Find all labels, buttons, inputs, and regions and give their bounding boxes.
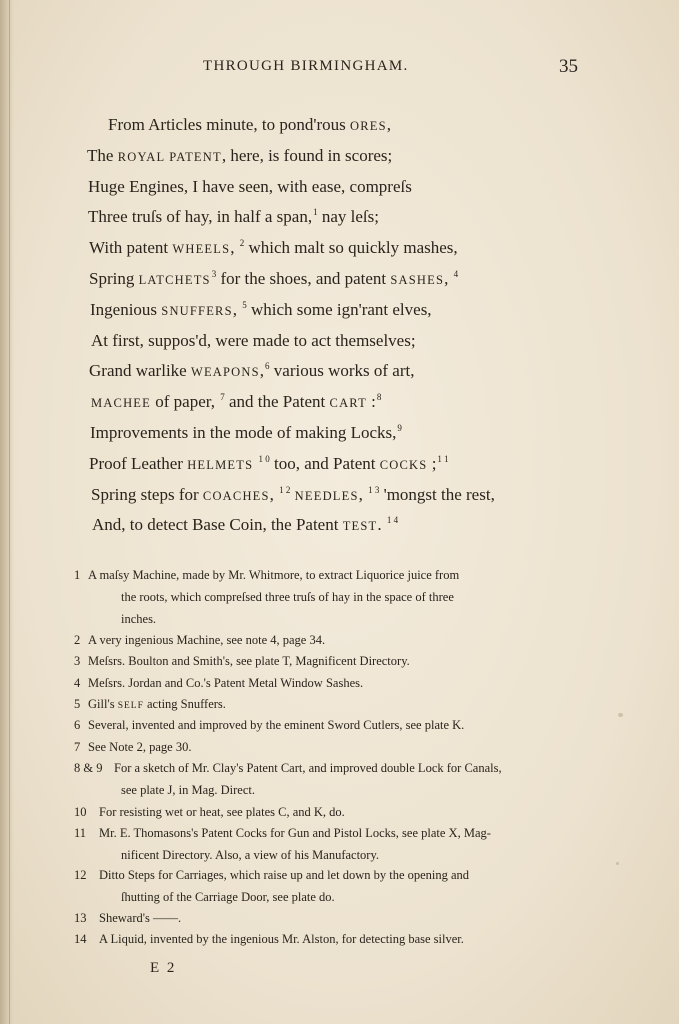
footnote-number: 1 bbox=[74, 568, 81, 582]
text-run: Ditto Steps for Carriages, which raise up and let down by the opening and bbox=[99, 868, 470, 882]
footnote-number: 6 bbox=[74, 718, 81, 732]
text-run: And, to detect Base Coin, the Patent bbox=[92, 515, 343, 535]
footnote-marker: 1 1 bbox=[437, 453, 449, 464]
footnote-marker: 8 bbox=[376, 392, 382, 403]
footnote-line bbox=[88, 654, 410, 669]
running-head: THROUGH BIRMINGHAM. bbox=[203, 58, 409, 74]
small-caps-term: SASHES bbox=[390, 273, 445, 287]
small-caps-term: LATCHETS bbox=[138, 273, 211, 287]
verse-line bbox=[87, 146, 392, 166]
text-run: acting Snuffers. bbox=[143, 697, 226, 711]
footnote-line bbox=[114, 761, 502, 776]
footnote-line bbox=[99, 805, 345, 820]
text-run: ; bbox=[427, 453, 437, 473]
text-run: At first, suppos'd, were made to act themselves; bbox=[91, 330, 416, 350]
verse-line bbox=[91, 392, 381, 412]
footnote-line bbox=[121, 590, 454, 605]
text-run: nificent Directory. Also, a view of his Manufactory. bbox=[121, 848, 380, 862]
footnote-line bbox=[88, 676, 363, 691]
footnote-line bbox=[121, 890, 335, 905]
verse-line bbox=[89, 269, 458, 289]
page-spine-shadow bbox=[0, 0, 14, 1024]
text-run: Sheward's ——. bbox=[99, 911, 182, 925]
gutter-line bbox=[9, 0, 10, 1024]
text-run: of paper, bbox=[150, 392, 220, 412]
text-run: which some ign'rant elves, bbox=[246, 299, 432, 319]
small-caps-term: SNUFFERS bbox=[161, 303, 233, 318]
text-run: Mr. E. Thomasons's Patent Cocks for Gun and Pistol Locks, see plate X, Mag- bbox=[99, 826, 491, 840]
footnote-marker: 1 3 bbox=[368, 484, 380, 495]
text-run: which malt so quickly mashes, bbox=[244, 238, 458, 258]
footnote-marker: 3 bbox=[211, 269, 217, 279]
footnote-marker: 1 4 bbox=[386, 515, 399, 526]
footnote-number: 10 bbox=[74, 805, 87, 819]
small-caps-term: NEEDLES bbox=[294, 488, 359, 503]
text-run: see plate J, in Mag. Direct. bbox=[121, 783, 255, 797]
footnote-marker: 1 0 bbox=[258, 453, 270, 464]
text-run: Spring steps for bbox=[91, 484, 203, 504]
text-run: A maſsy Machine, made by Mr. Whitmore, to extract Liquorice juice from bbox=[88, 568, 460, 582]
text-run: , bbox=[444, 269, 453, 288]
footnote-number: 2 bbox=[74, 633, 81, 647]
footnote-number: 13 bbox=[74, 911, 87, 925]
page-number: 35 bbox=[559, 56, 578, 77]
text-run: Grand warlike bbox=[89, 361, 191, 381]
footnote-number: 12 bbox=[74, 868, 87, 882]
footnote-line bbox=[99, 868, 469, 883]
footnote-line bbox=[99, 826, 491, 841]
footnote-line bbox=[121, 783, 255, 798]
verse-line bbox=[91, 331, 416, 351]
text-run: Three truſs of hay, in half a span, bbox=[88, 207, 313, 227]
text-run: ſhutting of the Carriage Door, see plate do. bbox=[121, 890, 335, 904]
text-run: . bbox=[377, 515, 386, 535]
verse-line bbox=[89, 361, 415, 381]
small-caps-term: SELF bbox=[117, 701, 144, 711]
text-run: for the shoes, and patent bbox=[216, 269, 391, 288]
text-run: Improvements in the mode of making Locks, bbox=[90, 423, 397, 442]
verse-line bbox=[89, 454, 449, 474]
small-caps-term: COCKS bbox=[379, 457, 428, 472]
footnote-marker: 1 bbox=[313, 207, 318, 218]
small-caps-term: TEST bbox=[342, 519, 378, 534]
small-caps-term: MACHEE bbox=[91, 396, 151, 411]
small-caps-term: COACHES bbox=[202, 488, 270, 503]
footnote-number: 3 bbox=[74, 654, 81, 668]
footnote-number: 4 bbox=[74, 676, 81, 690]
text-run: , bbox=[358, 484, 368, 504]
footnote-number: 14 bbox=[74, 932, 87, 946]
text-run: , bbox=[230, 238, 239, 258]
text-run: A very ingenious Machine, see note 4, page 34. bbox=[88, 633, 326, 647]
verse-line bbox=[88, 207, 379, 227]
text-run: the roots, which compreſsed three truſs of hay in the space of three bbox=[121, 590, 454, 604]
footnote-line bbox=[99, 932, 464, 947]
small-caps-term: HELMETS bbox=[187, 457, 254, 472]
footnote-number: 8 & 9 bbox=[74, 761, 103, 775]
text-run: Ingenious bbox=[90, 299, 162, 319]
text-run: : bbox=[366, 392, 376, 412]
verse-line bbox=[108, 115, 391, 135]
text-run: The bbox=[87, 145, 118, 165]
footnote-line bbox=[88, 718, 464, 733]
footnote-marker: 5 bbox=[242, 299, 247, 310]
footnote-marker: 4 bbox=[453, 269, 459, 279]
text-run: Meſsrs. Boulton and Smith's, see plate T, Magnificent Directory. bbox=[88, 654, 410, 668]
text-run: , bbox=[259, 361, 265, 381]
verse-line bbox=[92, 515, 398, 535]
ink-speck bbox=[616, 862, 619, 865]
verse-line bbox=[91, 485, 495, 505]
footnote-line bbox=[88, 697, 226, 712]
verse-line bbox=[90, 423, 402, 443]
text-run: , bbox=[386, 115, 392, 134]
verse-line bbox=[88, 177, 412, 197]
text-run: 'mongst the rest, bbox=[379, 484, 495, 504]
text-run: nay leſs; bbox=[317, 207, 379, 227]
footnote-number: 7 bbox=[74, 740, 81, 754]
footnote-line bbox=[121, 848, 379, 863]
text-run: , bbox=[269, 484, 279, 504]
small-caps-term: ORES bbox=[350, 119, 387, 133]
footnote-marker: 1 2 bbox=[279, 484, 291, 495]
verse-line bbox=[89, 238, 458, 258]
text-run: Gill's bbox=[88, 697, 118, 711]
footnote-marker: 7 bbox=[220, 392, 225, 403]
text-run: inches. bbox=[121, 612, 157, 626]
text-run: and the Patent bbox=[224, 392, 330, 412]
text-run: various works of art, bbox=[269, 361, 415, 381]
ink-speck bbox=[618, 713, 623, 717]
text-run: For resisting wet or heat, see plates C, and K, do. bbox=[99, 805, 345, 819]
footnote-line bbox=[88, 633, 325, 648]
text-run: A Liquid, invented by the ingenious Mr. Alston, for detecting base silver. bbox=[99, 932, 464, 946]
text-run: From Articles minute, to pond'rous bbox=[108, 115, 350, 134]
text-run: Spring bbox=[89, 269, 139, 288]
footnote-number: 5 bbox=[74, 697, 81, 711]
text-run: Meſsrs. Jordan and Co.'s Patent Metal Window Sashes. bbox=[88, 676, 364, 690]
footnote-marker: 9 bbox=[397, 423, 402, 433]
text-run: Huge Engines, I have seen, with ease, compreſs bbox=[88, 176, 412, 196]
text-run: With patent bbox=[89, 238, 173, 258]
text-run: Proof Leather bbox=[89, 453, 188, 473]
text-run: , bbox=[232, 299, 242, 319]
footnote-line bbox=[88, 568, 459, 583]
footnote-marker: 2 bbox=[239, 238, 245, 249]
small-caps-term: CART bbox=[329, 396, 367, 411]
small-caps-term: WHEELS bbox=[172, 242, 231, 257]
small-caps-term: ROYAL PATENT bbox=[117, 149, 222, 164]
verse-line bbox=[90, 300, 432, 320]
text-run: too, and Patent bbox=[269, 453, 380, 473]
small-caps-term: WEAPONS bbox=[190, 365, 260, 380]
text-run: Several, invented and improved by the eminent Sword Cutlers, see plate K. bbox=[88, 718, 465, 732]
footnote-line bbox=[88, 740, 191, 755]
text-run: See Note 2, page 30. bbox=[88, 740, 192, 754]
footnote-number: 11 bbox=[74, 826, 87, 840]
text-run bbox=[253, 454, 257, 473]
text-run: , here, is found in scores; bbox=[221, 145, 393, 165]
footnote-marker: 6 bbox=[265, 361, 270, 372]
footnote-line bbox=[121, 612, 156, 627]
text-run: For a sketch of Mr. Clay's Patent Cart, and improved double Lock for Canals, bbox=[114, 761, 502, 775]
footnote-line bbox=[99, 911, 181, 926]
signature-mark: E 2 bbox=[150, 960, 177, 976]
